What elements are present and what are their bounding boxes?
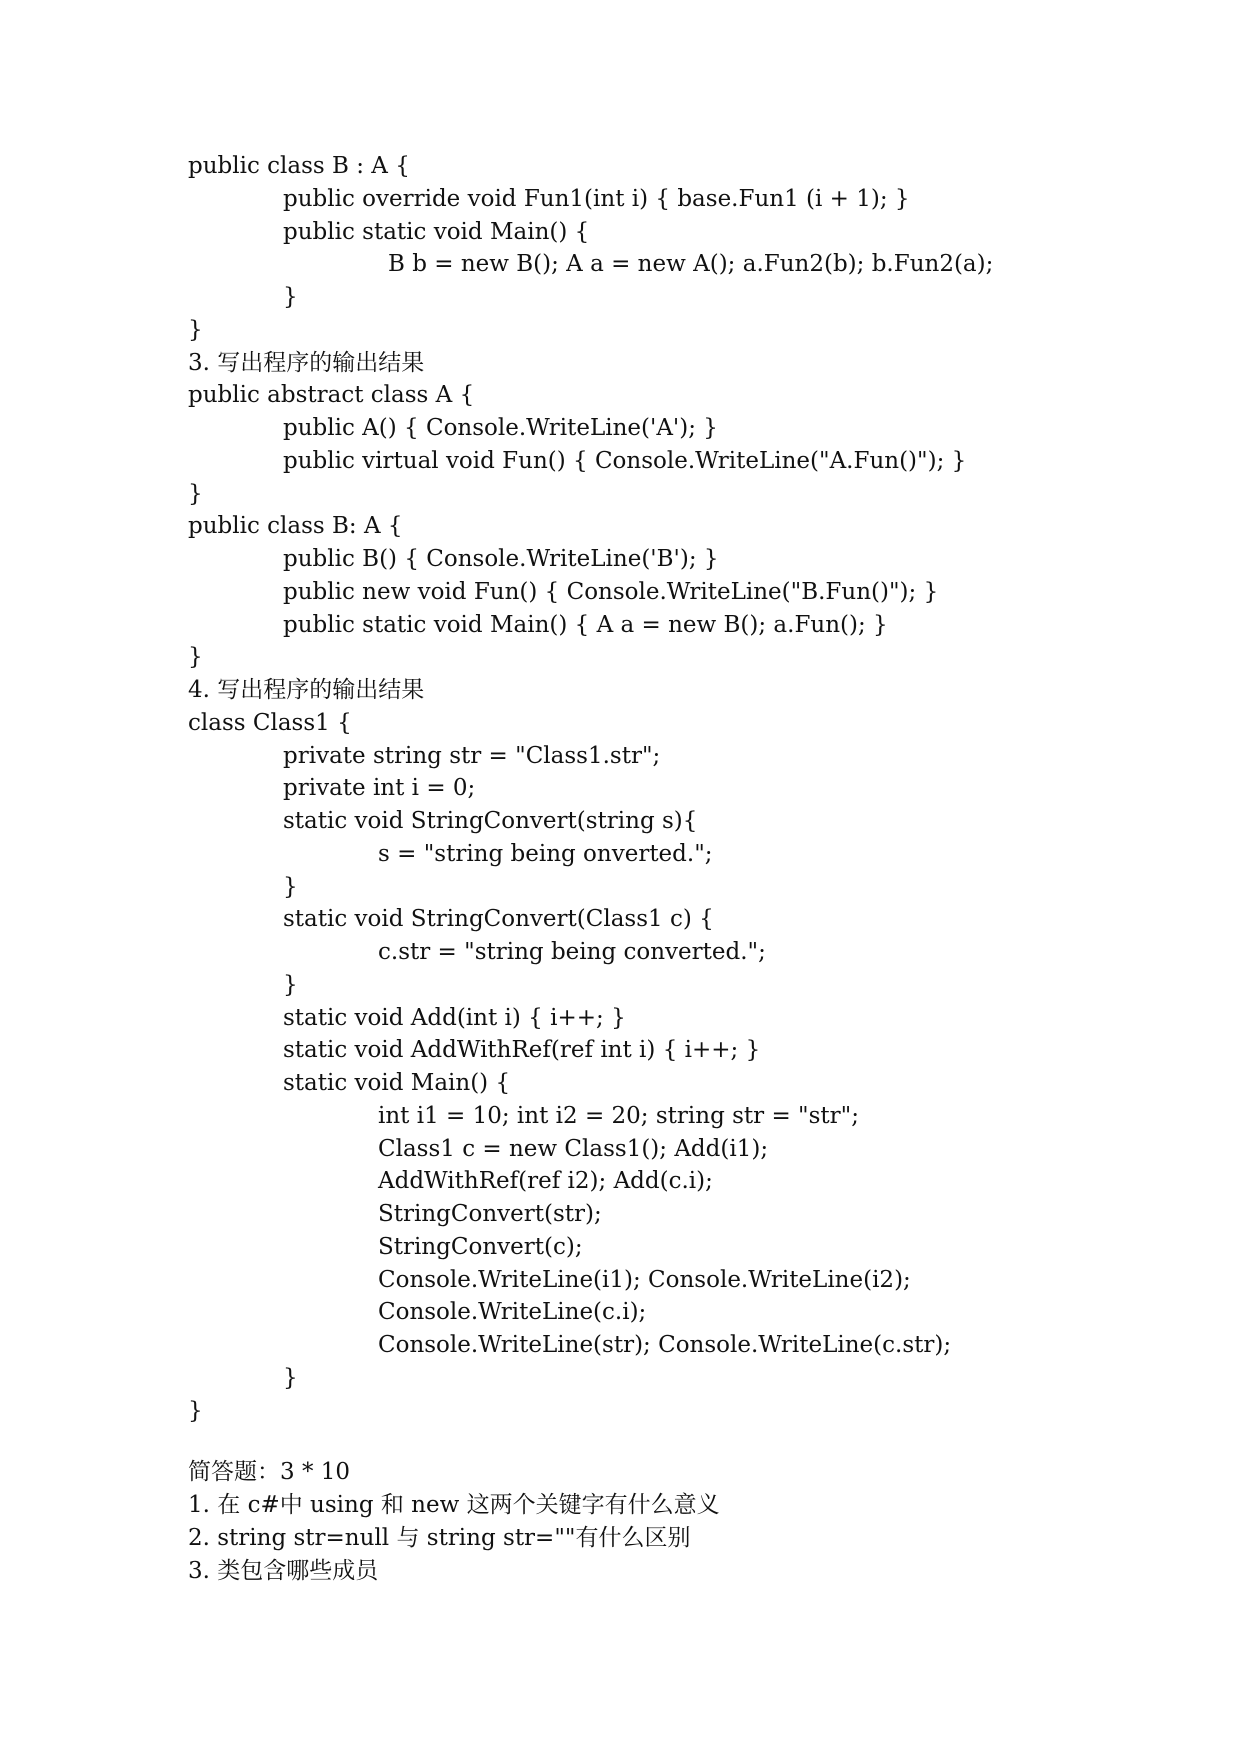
code-line: B b = new B(); A a = new A(); a.Fun2(b); b.Fun2(a); xyxy=(388,251,994,278)
code-line: AddWithRef(ref i2); Add(c.i); xyxy=(378,1168,713,1195)
code-line: class Class1 { xyxy=(188,709,352,736)
section-spacer xyxy=(188,1427,1148,1456)
code-line: } xyxy=(283,284,298,310)
code-line: StringConvert(c); xyxy=(378,1233,583,1260)
code-line: c.str = "string being converted."; xyxy=(378,939,766,965)
short-answer-item: 3. 类包含哪些成员 xyxy=(188,1557,379,1584)
code-line: } xyxy=(188,480,203,507)
code-line: StringConvert(str); xyxy=(378,1201,602,1227)
code-line: public abstract class A { xyxy=(188,382,475,409)
short-answer-item: 1. 在 c#中 using 和 new 这两个关键字有什么意义 xyxy=(188,1492,720,1518)
short-answer-heading: 简答题：3 * 10 xyxy=(188,1459,351,1486)
short-answer-item: 2. string str=null 与 string str=""有什么区别 xyxy=(188,1524,691,1551)
short-answer-section xyxy=(188,1456,1148,1587)
code-block-q3 xyxy=(188,379,1148,674)
code-line: static void StringConvert(Class1 c) { xyxy=(283,906,714,933)
code-line: public static void Main() { A a = new B(); a.Fun(); } xyxy=(283,611,888,638)
code-line: } xyxy=(188,644,203,671)
code-line: static void StringConvert(string s){ xyxy=(283,808,698,834)
code-line: Class1 c = new Class1(); Add(i1); xyxy=(378,1135,769,1162)
code-line: public B() { Console.WriteLine('B'); } xyxy=(283,546,719,572)
code-line: public new void Fun() { Console.WriteLine("B.Fun()"); } xyxy=(283,578,939,605)
code-line: } xyxy=(283,971,298,998)
code-block-q2 xyxy=(188,150,1148,347)
code-line: private int i = 0; xyxy=(283,775,476,802)
code-line: public class B: A { xyxy=(188,513,403,540)
code-line: } xyxy=(283,1364,298,1391)
code-line: public class B : A { xyxy=(188,153,410,179)
code-line: public virtual void Fun() { Console.WriteLine("A.Fun()"); } xyxy=(283,447,967,474)
code-line: public static void Main() { xyxy=(283,218,590,245)
code-line: int i1 = 10; int i2 = 20; string str = "str"; xyxy=(378,1102,859,1129)
code-line: s = "string being onverted."; xyxy=(378,840,713,867)
code-line: } xyxy=(188,316,203,343)
code-line: public override void Fun1(int i) { base.Fun1 (i + 1); } xyxy=(283,185,910,212)
code-block-q4 xyxy=(188,707,1148,1428)
code-line: static void AddWithRef(ref int i) { i++; } xyxy=(283,1037,761,1064)
code-line: Console.WriteLine(i1); Console.WriteLine(i2); xyxy=(378,1266,911,1293)
document-page xyxy=(188,150,1148,1587)
question-4-heading: 4. 写出程序的输出结果 xyxy=(188,677,425,703)
code-line: public A() { Console.WriteLine('A'); } xyxy=(283,415,718,441)
code-line: } xyxy=(283,873,298,900)
code-line: } xyxy=(188,1397,203,1424)
code-line: Console.WriteLine(str); Console.WriteLine(c.str); xyxy=(378,1332,952,1358)
code-line: private string str = "Class1.str"; xyxy=(283,742,661,769)
question-3-heading: 3. 写出程序的输出结果 xyxy=(188,349,425,376)
code-line: static void Add(int i) { i++; } xyxy=(283,1004,626,1031)
code-line: static void Main() { xyxy=(283,1070,511,1096)
code-line: Console.WriteLine(c.i); xyxy=(378,1299,647,1326)
